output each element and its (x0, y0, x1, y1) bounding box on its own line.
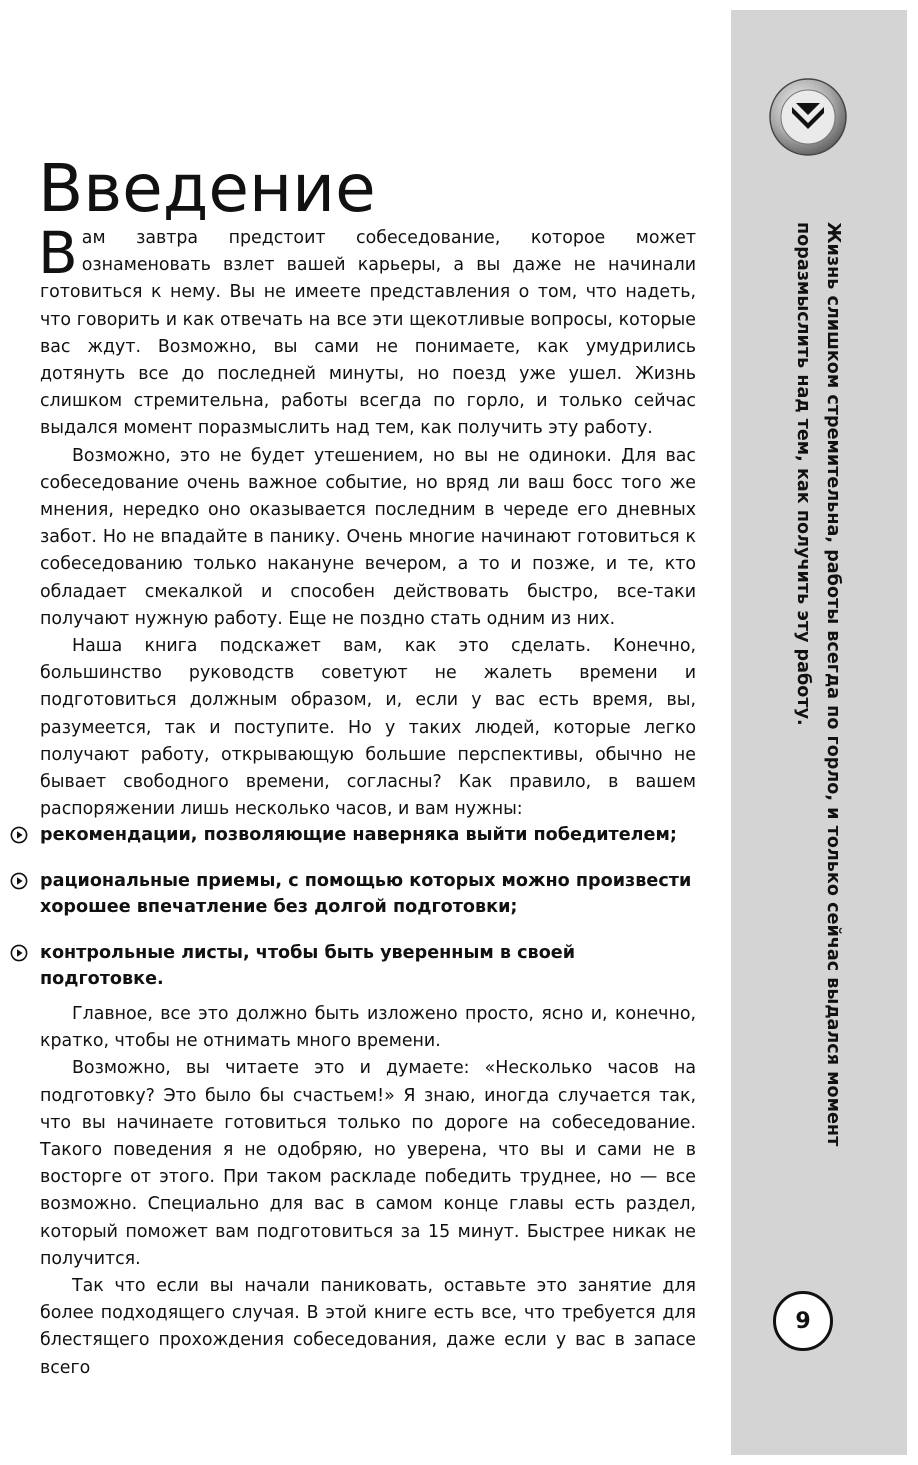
bullet-item (10, 868, 700, 920)
paragraph (38, 219, 696, 443)
sidebar (731, 10, 907, 1455)
page-title: Введение (38, 150, 376, 228)
outro-text (40, 1001, 696, 1382)
bullet-text: рекомендации, позволяющие наверняка выйти победителем; (40, 825, 677, 845)
paragraph: Наша книга подскажет вам, как это сделать. Конечно, большинство руководств советуют не жалеть времени и подготовиться должным образом, и, если у вас есть время, вы, разумеется, так и поступите. Но у таких людей, которые легко получают работу, открывающую большие перспективы, обычно не бывает свободного времени, согласны? Как правило, в вашем распоряжении лишь несколько часов, и вам нужны: (40, 636, 696, 820)
paragraph: Так что если вы начали паниковать, оставьте это занятие для более подходящего случая. В этой книге есть все, что требуется для блестящего прохождения собеседования, даже если у вас в запасе всего (40, 1276, 696, 1378)
bullet-list (10, 822, 700, 1012)
bullet-text: рациональные приемы, с помощью которых можно произвести хорошее впечатление без долгой подготовки; (40, 871, 692, 917)
intro-text (38, 219, 696, 823)
bullet-item (10, 822, 700, 848)
bullet-text: контрольные листы, чтобы быть уверенным в своей подготовке. (40, 943, 576, 989)
paragraph-text: ам завтра предстоит собеседование, которое может ознаменовать взлет вашей карьеры, а вы даже не начинали готовиться к нему. Вы не имеете представления о том, что надеть, что говорить и как отвечать на все эти щекотливые вопросы, которые вас ждут. Возможно, вы сами не понимаете, как умудрились дотянуть все до последней минуты, но поезд уже ушел. Жизнь слишком стремительна, работы всегда по горло, и только сейчас выдался момент поразмыслить над тем, как получить эту работу. (40, 228, 696, 439)
bullet-item (10, 940, 700, 992)
chevron-down-icon (768, 77, 848, 157)
drop-cap: В (38, 219, 78, 287)
page-number: 9 (773, 1291, 833, 1351)
play-circle-icon (10, 872, 28, 890)
play-circle-icon (10, 826, 28, 844)
sidebar-quote: Жизнь слишком стремительна, работы всегда по горло, и только сейчас выдался момент поразмыслить над тем, как получить эту работу. (793, 222, 843, 1147)
paragraph: Возможно, вы читаете это и думаете: «Несколько часов на подготовку? Это было бы счастьем!» Я знаю, иногда случается так, что вы начинаете готовиться только по дороге на собеседование. Такого поведения я не одобряю, но уверена, что вы и сами не в восторге от этого. При таком раскладе победить труднее, но — все возможно. Специально для вас в самом конце главы есть раздел, который поможет вам подготовиться за 15 минут. Быстрее никак не получится. (40, 1058, 696, 1269)
play-circle-icon (10, 944, 28, 962)
paragraph: Возможно, это не будет утешением, но вы не одиноки. Для вас собеседование очень важное событие, но вряд ли ваш босс того же мнения, нередко оно оказывается последним в череде его дневных забот. Но не впадайте в панику. Очень многие начинают готовиться к собеседованию только накануне вечером, а то и позже, и те, кто обладает смекалкой и способен действовать быстро, все-таки получают нужную работу. Еще не поздно стать одним из них. (40, 445, 696, 629)
paragraph: Главное, все это должно быть изложено просто, ясно и, конечно, кратко, чтобы не отнимать много времени. (40, 1004, 696, 1052)
